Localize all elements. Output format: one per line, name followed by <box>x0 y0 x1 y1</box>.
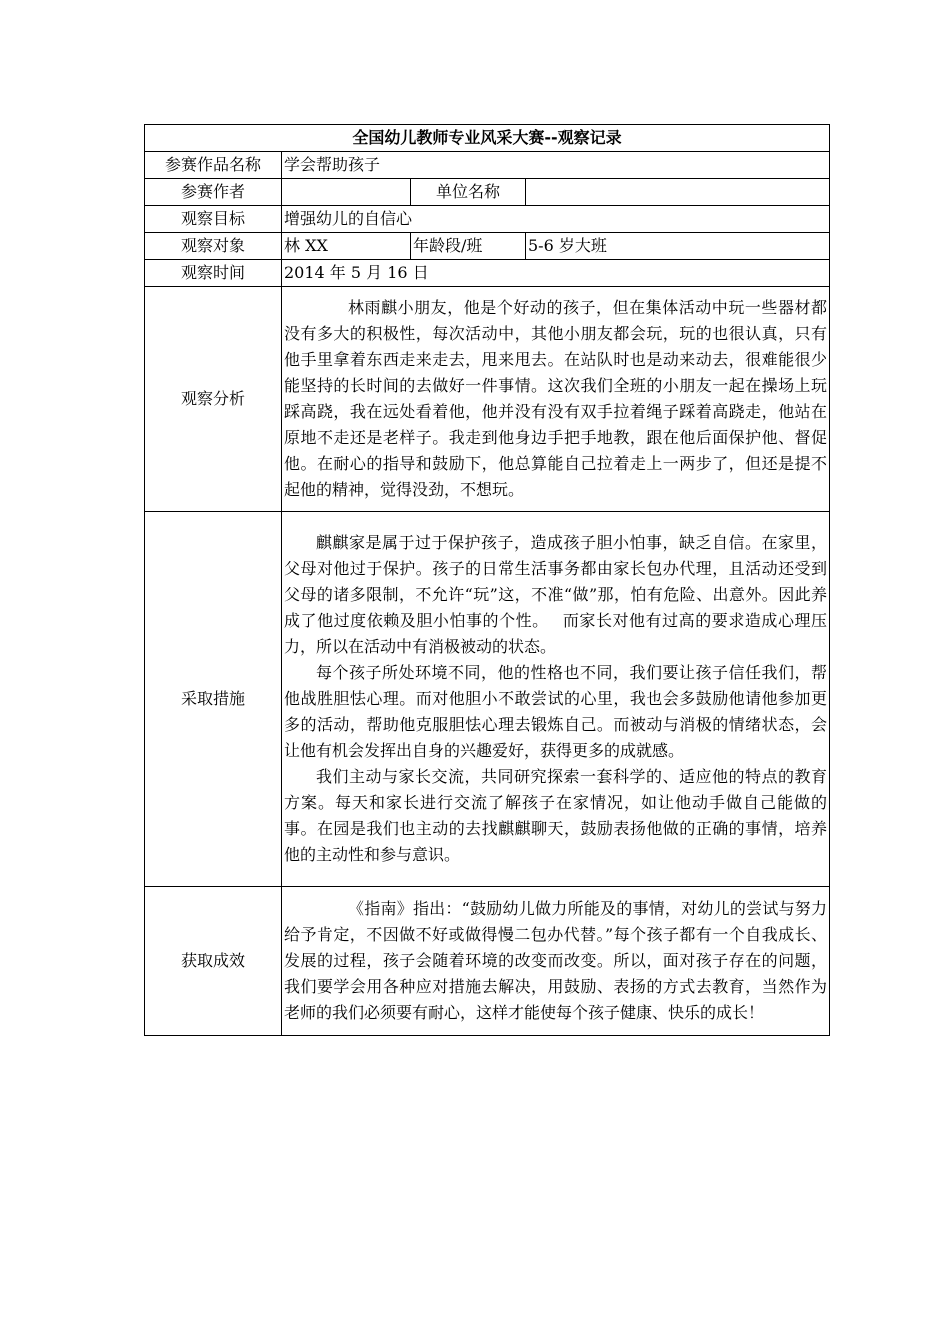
age-value: 5-6 岁大班 <box>526 233 830 260</box>
subject-value: 林 XX <box>282 233 411 260</box>
goal-label: 观察目标 <box>145 206 282 233</box>
work-name-value: 学会帮助孩子 <box>282 152 830 179</box>
row-results <box>145 887 830 1036</box>
time-value: 2014 年 5 月 16 日 <box>282 260 830 287</box>
measures-label: 采取措施 <box>145 512 282 887</box>
work-name-label: 参赛作品名称 <box>145 152 282 179</box>
subject-label: 观察对象 <box>145 233 282 260</box>
analysis-label: 观察分析 <box>145 287 282 512</box>
results-text: 《指南》指出：“鼓励幼儿做力所能及的事情，对幼儿的尝试与努力给予肯定，不因做不好或做得慢二包办代替。”每个孩子都有一个自我成长、发展的过程，孩子会随着环境的改变而改变。所以，面对孩子存在的问题，我们要学会用各种应对措施去解决，用鼓励、表扬的方式去教育，当然作为老师的我们必须要有耐心，这样才能使每个孩子健康、快乐的成长！ <box>284 899 828 1022</box>
measures-paragraph: 我们主动与家长交流，共同研究探索一套科学的、适应他的特点的教育方案。每天和家长进行交流了解孩子在家情况，如让他动手做自己能做的事。在园是我们也主动的去找麒麒聊天，鼓励表扬他做的正确的事情，培养他的主动性和参与意识。 <box>284 767 828 864</box>
row-measures <box>145 512 830 887</box>
author-value <box>282 179 411 206</box>
measures-cell <box>282 512 830 887</box>
results-cell <box>282 887 830 1036</box>
row-analysis <box>145 287 830 512</box>
age-label: 年龄段/班 <box>411 233 526 260</box>
analysis-cell <box>282 287 830 512</box>
goal-value: 增强幼儿的自信心 <box>282 206 830 233</box>
measures-paragraph: 每个孩子所处环境不同，他的性格也不同，我们要让孩子信任我们，帮他战胜胆怯心理。而对他胆小不敢尝试的心里，我也会多鼓励他请他参加更多的活动，帮助他克服胆怯心理去锻炼自己。而被动与消极的情绪状态，会让他有机会发挥出自身的兴趣爱好，获得更多的成就感。 <box>284 663 828 760</box>
row-subject <box>145 233 830 260</box>
unit-value <box>526 179 830 206</box>
results-label: 获取成效 <box>145 887 282 1036</box>
row-author <box>145 179 830 206</box>
measures-paragraph: 麒麒家是属于过于保护孩子，造成孩子胆小怕事，缺乏自信。在家里，父母对他过于保护。孩子的日常生活事务都由家长包办代理，且活动还受到父母的诸多限制，不允许“玩”这，不准“做”那，怕有危险、出意外。因此养成了他过度依赖及胆小怕事的个性。 而家长对他有过高的要求造成心理压力，所以在活动中有消极被动的状态。 <box>284 533 828 656</box>
form-title: 全国幼儿教师专业风采大赛--观察记录 <box>145 125 830 152</box>
author-label: 参赛作者 <box>145 179 282 206</box>
row-work-name <box>145 152 830 179</box>
analysis-text: 林雨麒小朋友，他是个好动的孩子，但在集体活动中玩一些器材都没有多大的积极性，每次活动中，其他小朋友都会玩，玩的也很认真，只有他手里拿着东西走来走去，甩来甩去。在站队时也是动来动去，很难能很少能坚持的长时间的去做好一件事情。这次我们全班的小朋友一起在操场上玩踩高跷，我在远处看着他，他并没有没有双手拉着绳子踩着高跷走，他站在原地不走还是老样子。我走到他身边手把手地教，跟在他后面保护他、督促他。在耐心的指导和鼓励下，他总算能自己拉着走上一两步了，但还是提不起他的精神，觉得没劲，不想玩。 <box>284 298 828 499</box>
observation-record-table <box>144 124 830 1036</box>
time-label: 观察时间 <box>145 260 282 287</box>
row-time <box>145 260 830 287</box>
row-goal <box>145 206 830 233</box>
unit-label: 单位名称 <box>411 179 526 206</box>
